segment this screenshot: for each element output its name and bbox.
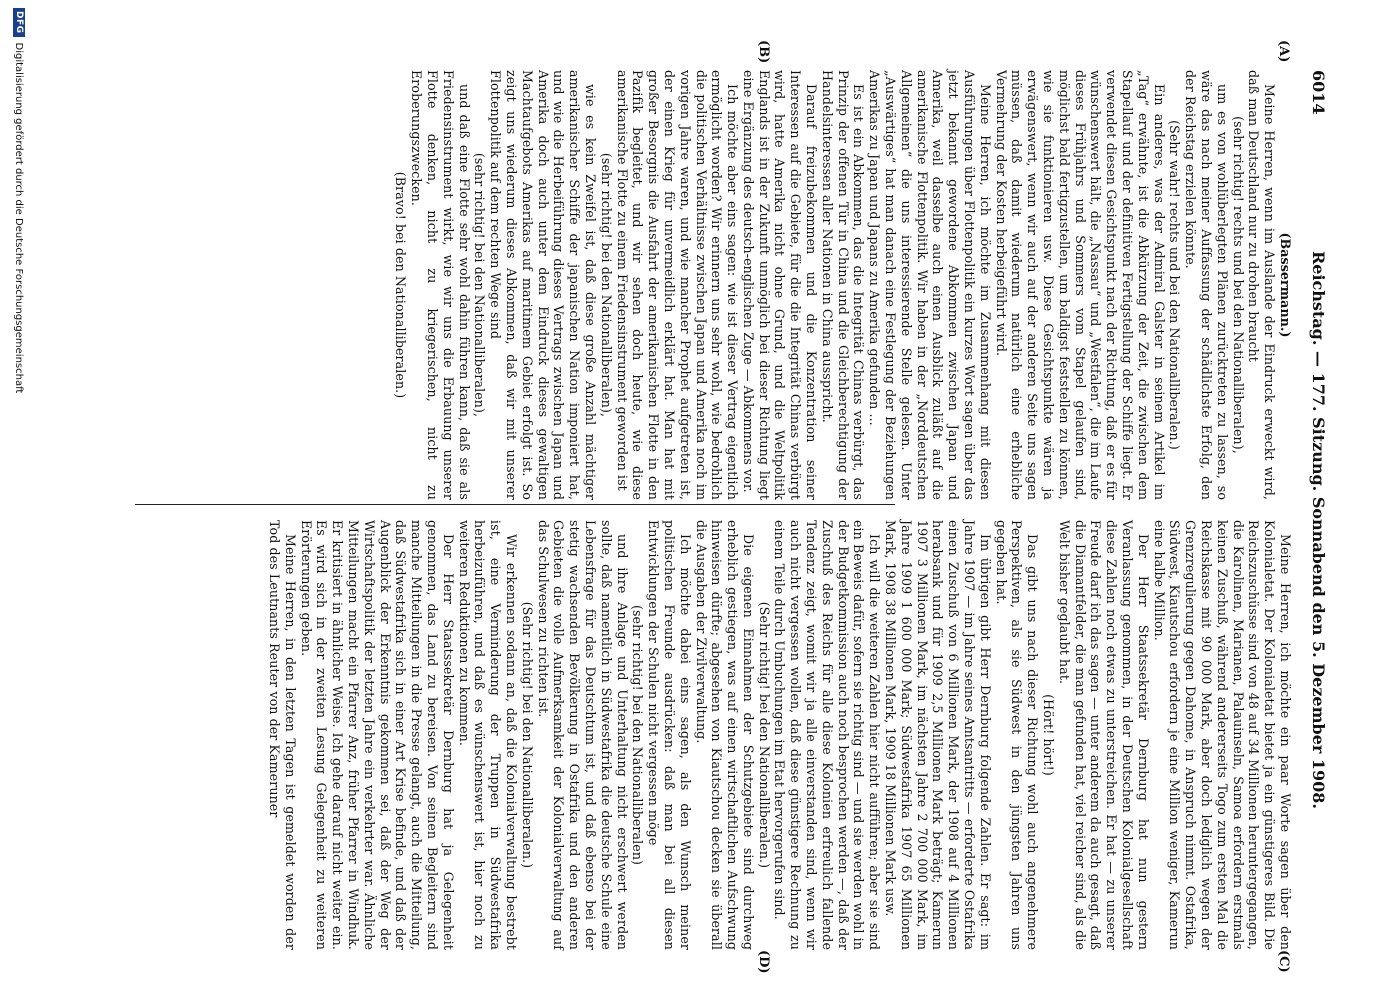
paragraph: (Sehr richtig! bei den Nationalliberalen.) (519, 601, 535, 869)
paragraph: Der Herr Staatssekretär Dernburg hat nun gestern Veranlassung genommen, in der Deutschen Kolonialgesellschaft diese Zahlen noch etwas zu unterstreichen. Er hat — zu unserer Freude darf ich das sagen — unter anderem da auch gesagt, daß die Diamantfelder, die man gefunden hat, viel reicher sind, als die Welt bisher geglaubt hat. (1056, 520, 1151, 950)
paragraph: und daß eine Flotte sehr wohl dahin führen kann, daß sie als Friedensinstrument wirkt, wie wir uns die Erbauung unserer Flotte denken, nicht zu kriegerischen, nicht zu Eroberungszwecken. (409, 70, 472, 500)
left-column-text (393, 70, 1278, 500)
paragraph: Der Herr Staatssekretär Dernburg hat ja Gelegenheit genommen, das Land zu bereisen. Von seinen Begleitern sind manche Mitteilungen in die Presse gelangt, auch die Mitteilung, daß Südwestafrika sich in einer Art Krise befinde, und daß der Augenblick der Erkenntnis gekommen sei, daß der Weg der Wirtschaftspolitik der letzten Jahre ein verkehrter war. Ähnliche Mitteilungen macht ein Pfarrer Anz, früher Pfarrer in Windhuk. Er kritisiert in ähnlicher Weise. Ich gehe darauf nicht weiter ein. Es wird sich in der zweiten Lesung Gelegenheit zu weiteren Erörterungen geben. (298, 520, 456, 950)
page-number: 6014 (1309, 70, 1328, 115)
column-divider (135, 504, 895, 505)
paragraph: Meine Herren, wenn im Auslande der Eindruck erweckt wird, daß man Deutschland nur zu drohen braucht (1246, 70, 1278, 500)
dfg-logo: DFG (13, 8, 25, 37)
paragraph: (sehr richtig! bei den Nationalliberalen), (598, 152, 614, 418)
document-page (63, 0, 1383, 1000)
paragraph: Ein anderes, was der Admiral Galster in seinem Artikel im „Tag“ erwähnte, ist die Abkürzung der Zeit, die zwischen dem Stapellauf und der definitiven Fertigstellung der Schiffe liegt. Er verwendet diesen Gesichtspunkt nach der Richtung, daß er es für wünschenswert hält, die „Nassau“ und „Westfalen“, die im Laufe dieses Frühjahrs und Sommers vom Stapel gelaufen sind, möglichst bald fertigzustellen, um baldigst feststellen zu können, wie sie funktionieren usw. Diese Gesichtspunkte wären ja erwägenswert, wenn wir auch auf der anderen Seite uns sagen müssen, daß damit wiederum natürlich eine erhebliche Vermehrung der Kosten herbeigeführt wird. (993, 70, 1167, 500)
paragraph: Darauf freizubekommen und die Konzentration seiner Interessen auf die Gebiete, für die die Integrität Chinas verbürgt wird, hatte Amerika nicht ohne Grund, und die Weltpolitik Englands ist in der Zukunft unmöglich bei dieser Richtung liegt eine Ergänzung des deutsch-englischen Zuge — Abkommens vor. (740, 70, 820, 500)
speaker-name: (Bassermann.) (1278, 232, 1293, 338)
paragraph: Das gibt uns nach dieser Richtung wohl auch angenehmere Perspektiven, als sie Südwest in den jüngsten Jahren uns gegeben hat. (993, 520, 1041, 950)
paragraph: wie es kein Zweifel ist, daß diese große Anzahl mächtiger amerikanischer Schiffe der japanischen Nation imponiert hat, und wie die Herbeiführung dieses Vertrags zwischen Japan und Amerika doch auch unter dem Eindruck dieses gewaltigen Machtaufgebots Amerikas auf maritimem Gebiet erfolgt ist. So zeigt uns wiederum dieses Abkommen, daß wir mit unserer Flottenpolitik auf dem rechten Wege sind (488, 70, 598, 500)
paragraph: Meine Herren, ich möchte ein paar Worte sagen über den Kolonialetat. Der Kolonialetat bietet ja ein günstigeres Bild. Die Reichszuschüsse sind von 48 auf 34 Millionen heruntergegangen, die Karolinen, Marianen, Palauinseln, Samoa erfordern erstmals keinen Zuschuß, während andererseits Togo zum ersten Mal die Reichskasse mit 90 000 Mark, aber doch lediglich wegen der Grenzregulierung gegen Dahome, in Anspruch nimmt. Ostafrika, Südwest, Kiautschou erfordern je eine Million weniger, Kamerun eine halbe Million. (1151, 520, 1293, 950)
paragraph: (sehr richtig! bei den Nationalliberalen), (472, 152, 488, 418)
page-header (1302, 70, 1328, 990)
margin-marker-a: (A) (1276, 40, 1291, 63)
paragraph: (sehr richtig! bei den Nationalliberalen) (630, 604, 646, 866)
paragraph: um es von wohlüberlegten Plänen zurücktreten zu lassen, so wäre das nach meiner Auffassung der schädlichste Erfolg, den der Reichstag erzielen könnte. (1183, 70, 1230, 500)
paragraph: und ihre Anlage und Unterhaltung nicht erschwert werden sollte, daß namentlich in Südwestafrika die deutsche Schule eine Lebensfrage für das Deutschtum ist, und daß ebenso bei der stetig wachsenden Bevölkerung in Ostafrika und den anderen Gebieten die volle Aufmerksamkeit der Kolonialverwaltung auf das Schulwesen zu richten ist. (535, 520, 630, 950)
paragraph: Meine Herren, ich möchte im Zusammenhang mit diesen Ausführungen über Flottenpolitik ein kurzes Wort sagen über das jetzt bekannt gewordene Abkommen zwischen Japan und Amerika, weil dasselbe auch einen Ausblick zuläßt auf die amerikanische Flottenpolitik. Wir haben in der „Norddeutschen Allgemeinen“ die uns interessierende Stelle gelesen. Unter „Auswärtiges“ hat man danach eine Festlegung der Beziehungen Amerikas zu Japan und Japans zu Amerika gefunden ... (867, 70, 993, 500)
margin-marker-d: (D) (756, 950, 771, 974)
right-column (266, 520, 1293, 950)
paragraph: Meine Herren, in den letzten Tagen ist gemeldet worden der Tod des Leutnants Reuter von der Kameruner (267, 520, 298, 950)
paragraph: (Hört! hört!) (1041, 694, 1057, 776)
margin-marker-c: (C) (1276, 950, 1291, 973)
paragraph: (Sehr richtig! bei den Nationalliberalen.) (756, 601, 772, 869)
right-column-text (266, 520, 1293, 950)
page-footer (5, 0, 33, 1000)
paragraph: Wir erkennen sodann an, daß die Kolonialverwaltung bestrebt ist, eine Verminderung der Truppen in Südwestafrika herbeizuführen, und daß es wünschenswert ist, hier noch zu weiteren Reduktionen zu kommen. (456, 520, 519, 950)
paragraph: Die eigenen Einnahmen der Schutzgebiete sind durchweg erheblich gestiegen, was auf einen wirtschaftlichen Aufschwung hinweisen dürfte; abgesehen von Kiautschou decken sie überall die Ausgaben der Zivilverwaltung. (693, 520, 756, 950)
paragraph: Ich möchte dabei eins sagen, als den Wunsch meiner politischen Freunde ausdrücken: daß man bei all diesen Entwicklungen der Schulen nicht vergessen möge (646, 520, 693, 950)
paragraph: Ich möchte aber eins sagen: wie ist dieser Vertrag eigentlich ermöglicht worden? Wir erinnern uns sehr wohl, wie bedrohlich die politischen Verhältnisse zwischen Japan und Amerika noch im vorigen Jahre waren, und wie mancher Prophet aufgetreten ist, der einen Krieg für unvermeidlich erklärt hat. Man hat mit großer Besorgnis die Ausfahrt der amerikanischen Flotte in den Pazifik begleitet, und wir sehen doch heute, wie diese amerikanische Flotte zu einem Friedensinstrument geworden ist (614, 70, 741, 500)
paragraph: Ich will die weiteren Zahlen hier nicht aufführen; aber sie sind ein Beweis dafür, sofern sie richtig sind — und sie werden wohl in der Budgetkommission auch noch besprochen werden —, daß der Zuschuß des Reichs für alle diese Kolonien erfreulich fallende Tendenz zeigt, womit wir ja alle einverstanden sind, wenn wir auch nicht vergessen wollen, daß diese günstigere Rechnung zu einem Teile durch Umbuchungen im Etat hervorgerufen sind. (772, 520, 883, 950)
paragraph: (sehr richtig! rechts und bei den Nationalliberalen), (1230, 116, 1246, 454)
paragraph: Es ist ein Abkommen, das die Integrität Chinas verbürgt, das Prinzip der offenen Tür in China und die Gleichberechtigung der Handelsinteressen aller Nationen in China ausspricht. (819, 70, 867, 500)
left-column (393, 70, 1293, 500)
footer-text: Digitalisierung gefördert durch die Deutsche Forschungsgemeinschaft (13, 42, 25, 394)
running-title: Reichstag. — 177. Sitzung. Sonnabend den 5. Dezember 1908. (1309, 250, 1328, 809)
paragraph: (Bravo! bei den Nationalliberalen.) (393, 171, 409, 399)
margin-marker-b: (B) (756, 40, 771, 64)
paragraph: (Sehr wahr! rechts und bei den Nationalliberalen.) (1167, 120, 1183, 450)
paragraph: Im übrigen gibt Herr Dernburg folgende Zahlen. Er sagt: im Jahre 1907 — im Jahre seines Amtsantritts — erforderte Ostafrika einen Zuschuß von 6 Millionen Mark, der 1908 auf 4 Millionen herabsank und für 1909 2,5 Millionen Mark beträgt; Kamerun 1907 3 Millionen Mark, im nächsten Jahre 2 700 000 Mark, im Jahre 1909 1 600 000 Mark; Südwestafrika 1907 65 Millionen Mark, 1908 38 Millionen Mark, 1909 18 Millionen Mark usw. (883, 520, 993, 950)
